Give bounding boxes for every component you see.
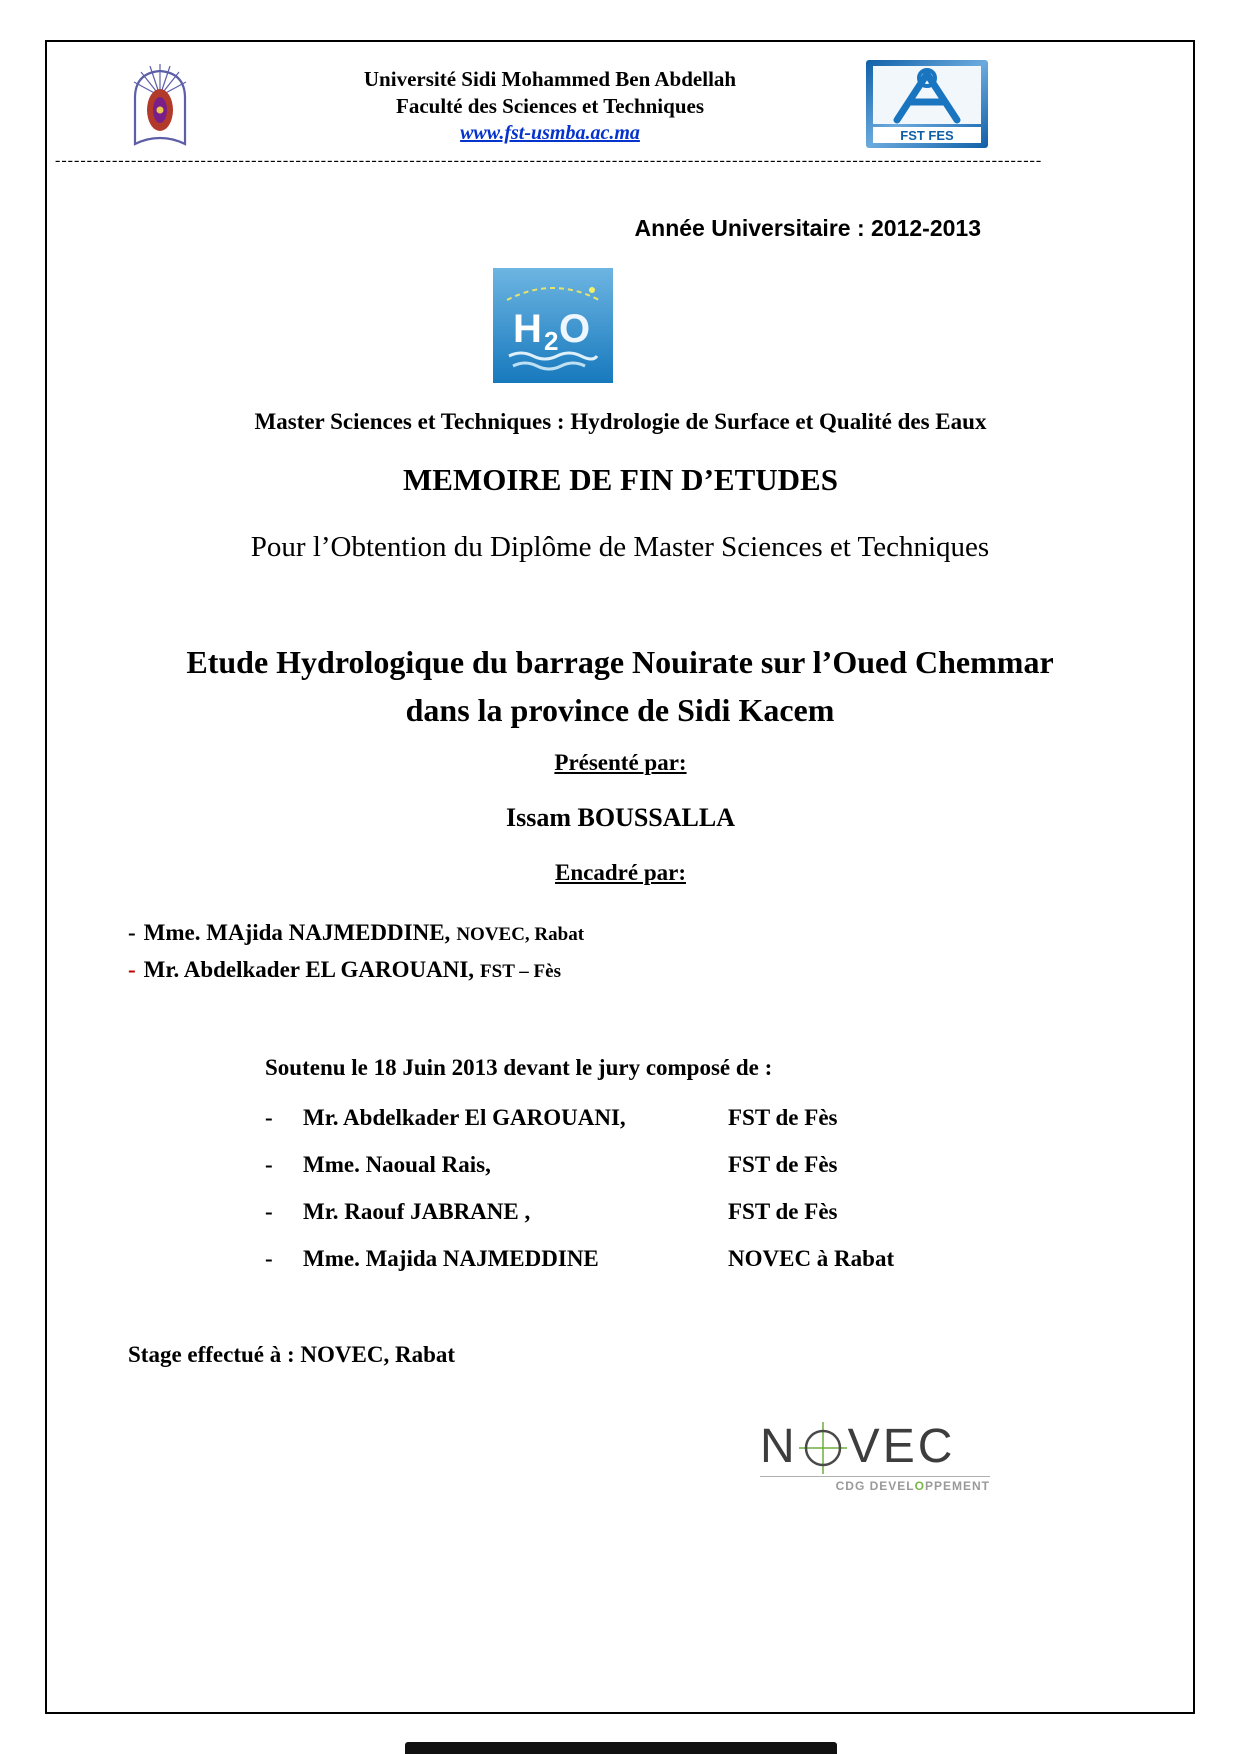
novec-letters-vec: VEC (847, 1420, 956, 1473)
header-text-block (200, 66, 900, 147)
jury-member-name: Mme. Majida NAJMEDDINE (303, 1246, 599, 1271)
jury-member-affiliation: FST de Fès (728, 1152, 838, 1177)
h2o-letter-h: H (513, 307, 542, 351)
supervisor-dash: - (128, 957, 136, 982)
jury-row (265, 1105, 894, 1152)
defense-line: Soutenu le 18 Juin 2013 devant le jury composé de : (265, 1055, 773, 1080)
fst-fes-logo (866, 60, 988, 148)
header-divider: ------------------------------------------------------------------------------------------------------------------------------------------------------------ (55, 152, 1043, 169)
faculty-name: Faculté des Sciences et Techniques (396, 94, 704, 118)
document-type-title: MEMOIRE DE FIN D’ETUDES (403, 462, 838, 497)
novec-rule (760, 1476, 990, 1477)
novec-logo (760, 1420, 990, 1493)
jury-member-affiliation: FST de Fès (728, 1105, 838, 1130)
jury-member-name: Mr. Raouf JABRANE , (303, 1199, 531, 1224)
supervisor-name: Mr. Abdelkader EL GAROUANI, (143, 957, 475, 982)
novec-crosshair-o-icon (799, 1420, 847, 1474)
novec-tagline-green-o: O (914, 1479, 925, 1493)
academic-year: Année Universitaire : 2012-2013 (634, 215, 981, 241)
supervisor-dash: - (128, 920, 136, 945)
author-name: Issam BOUSSALLA (505, 803, 735, 832)
supervisor-affiliation: NOVEC, Rabat (456, 924, 585, 945)
h2o-digit-2: 2 (544, 326, 559, 356)
jury-dash: - (265, 1105, 273, 1130)
university-emblem-icon (128, 60, 192, 152)
supervisor-row (128, 953, 584, 990)
supervisor-name: Mme. MAjida NAJMEDDINE, (143, 920, 451, 945)
supervisors-list (128, 916, 584, 990)
thesis-title: Etude Hydrologique du barrage Nouirate sur l’Oued Chemmar dans la province de Sidi Kacem (186, 644, 1054, 728)
bottom-edge-artifact (405, 1742, 837, 1754)
jury-list (265, 1105, 894, 1293)
purpose-line: Pour l’Obtention du Diplôme de Master Sciences et Techniques (250, 531, 990, 563)
jury-dash: - (265, 1246, 273, 1271)
fst-logo-label: FST FES (900, 128, 954, 143)
jury-member-affiliation: NOVEC à Rabat (728, 1246, 895, 1271)
presented-by-label: Présenté par: (554, 750, 687, 775)
university-name: Université Sidi Mohammed Ben Abdellah (363, 67, 737, 91)
novec-letter-n: N (760, 1420, 798, 1473)
program-title: Master Sciences et Techniques : Hydrologie de Surface et Qualité des Eaux (254, 409, 987, 434)
jury-member-name: Mme. Naoual Rais, (303, 1152, 491, 1177)
jury-dash: - (265, 1199, 273, 1224)
internship-line: Stage effectué à : NOVEC, Rabat (128, 1342, 456, 1367)
h2o-master-logo (493, 268, 613, 383)
supervised-by-label: Encadré par: (555, 860, 686, 885)
jury-row (265, 1246, 894, 1293)
jury-member-name: Mr. Abdelkader El GAROUANI, (303, 1105, 626, 1130)
jury-row (265, 1152, 894, 1199)
jury-row (265, 1199, 894, 1246)
website-link[interactable]: www.fst-usmba.ac.ma (460, 122, 640, 144)
h2o-letter-o: O (559, 307, 591, 351)
novec-tagline: CDG DEVELOPPEMENT (835, 1479, 990, 1493)
jury-member-affiliation: FST de Fès (728, 1199, 838, 1224)
supervisor-row (128, 916, 584, 953)
jury-dash: - (265, 1152, 273, 1177)
supervisor-affiliation: FST – Fès (480, 961, 561, 982)
novec-wordmark (760, 1420, 990, 1474)
